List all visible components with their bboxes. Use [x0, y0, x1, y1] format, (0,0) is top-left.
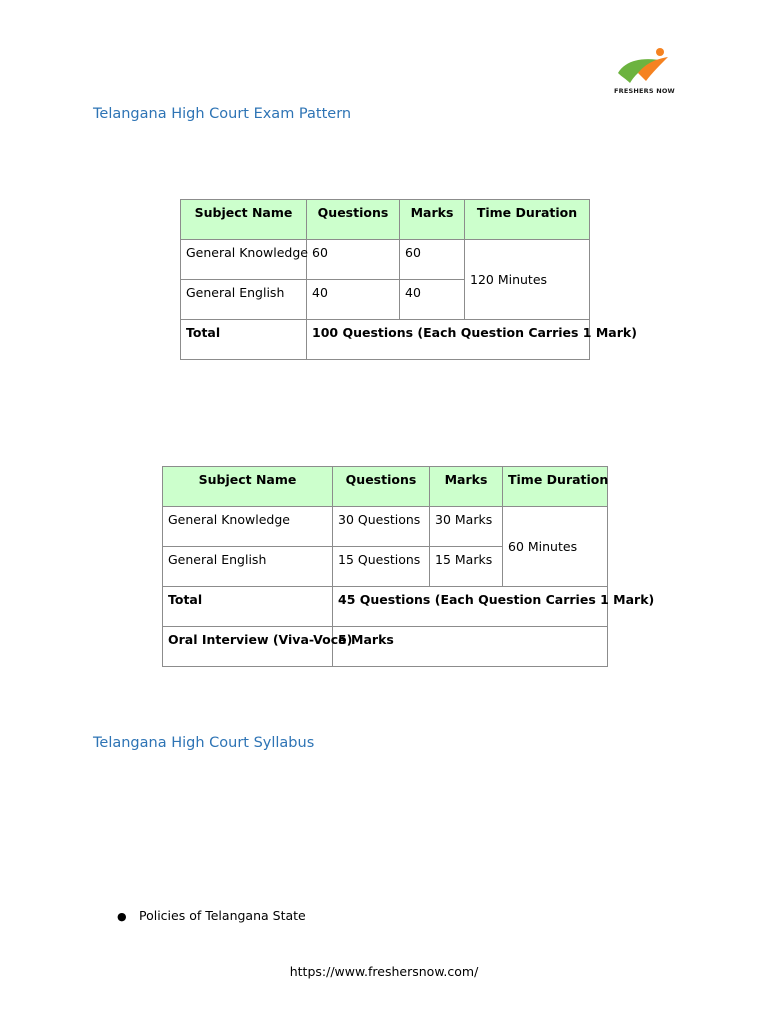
interview-label: Oral Interview (Viva-Voce)	[163, 627, 333, 667]
questions-cell: 60	[307, 240, 400, 280]
freshersnow-logo-icon	[616, 47, 674, 87]
interview-row	[163, 627, 608, 667]
marks-cell: 15 Marks	[430, 547, 503, 587]
list-item	[117, 908, 306, 923]
header-subject-name: Subject Name	[163, 467, 333, 507]
table-row	[163, 507, 608, 547]
questions-cell: 15 Questions	[333, 547, 430, 587]
total-label: Total	[163, 587, 333, 627]
table-header-row	[163, 467, 608, 507]
total-value: 100 Questions (Each Question Carries 1 Mark)	[307, 320, 590, 360]
syllabus-heading: Telangana High Court Syllabus	[93, 735, 315, 751]
header-questions: Questions	[333, 467, 430, 507]
header-marks: Marks	[430, 467, 503, 507]
exam-pattern-table-2	[162, 466, 655, 667]
bullet-icon: ●	[117, 910, 127, 923]
duration-cell: 120 Minutes	[465, 240, 590, 320]
total-row	[181, 320, 590, 360]
header-questions: Questions	[307, 200, 400, 240]
subject-cell: General Knowledge	[163, 507, 333, 547]
footer-url: https://www.freshersnow.com/	[289, 964, 479, 979]
logo-text: FRESHERS NOW	[614, 87, 675, 95]
subject-cell: General Knowledge	[181, 240, 307, 280]
subject-cell: General English	[163, 547, 333, 587]
freshersnow-logo	[610, 47, 680, 97]
header-time-duration: Time Duration	[465, 200, 590, 240]
total-value: 45 Questions (Each Question Carries 1 Mark)	[333, 587, 608, 627]
table-row	[181, 240, 590, 280]
subject-cell: General English	[181, 280, 307, 320]
interview-value: 5 Marks	[333, 627, 608, 667]
questions-cell: 40	[307, 280, 400, 320]
marks-cell: 40	[400, 280, 465, 320]
questions-cell: 30 Questions	[333, 507, 430, 547]
duration-cell: 60 Minutes	[503, 507, 608, 587]
header-time-duration: Time Duration	[503, 467, 608, 507]
list-item-text: Policies of Telangana State	[139, 908, 306, 923]
exam-pattern-heading: Telangana High Court Exam Pattern	[93, 106, 352, 122]
total-label: Total	[181, 320, 307, 360]
header-marks: Marks	[400, 200, 465, 240]
marks-cell: 30 Marks	[430, 507, 503, 547]
marks-cell: 60	[400, 240, 465, 280]
table-header-row	[181, 200, 590, 240]
exam-pattern-table-1	[180, 199, 637, 360]
syllabus-list	[117, 908, 306, 923]
header-subject-name: Subject Name	[181, 200, 307, 240]
total-row	[163, 587, 608, 627]
